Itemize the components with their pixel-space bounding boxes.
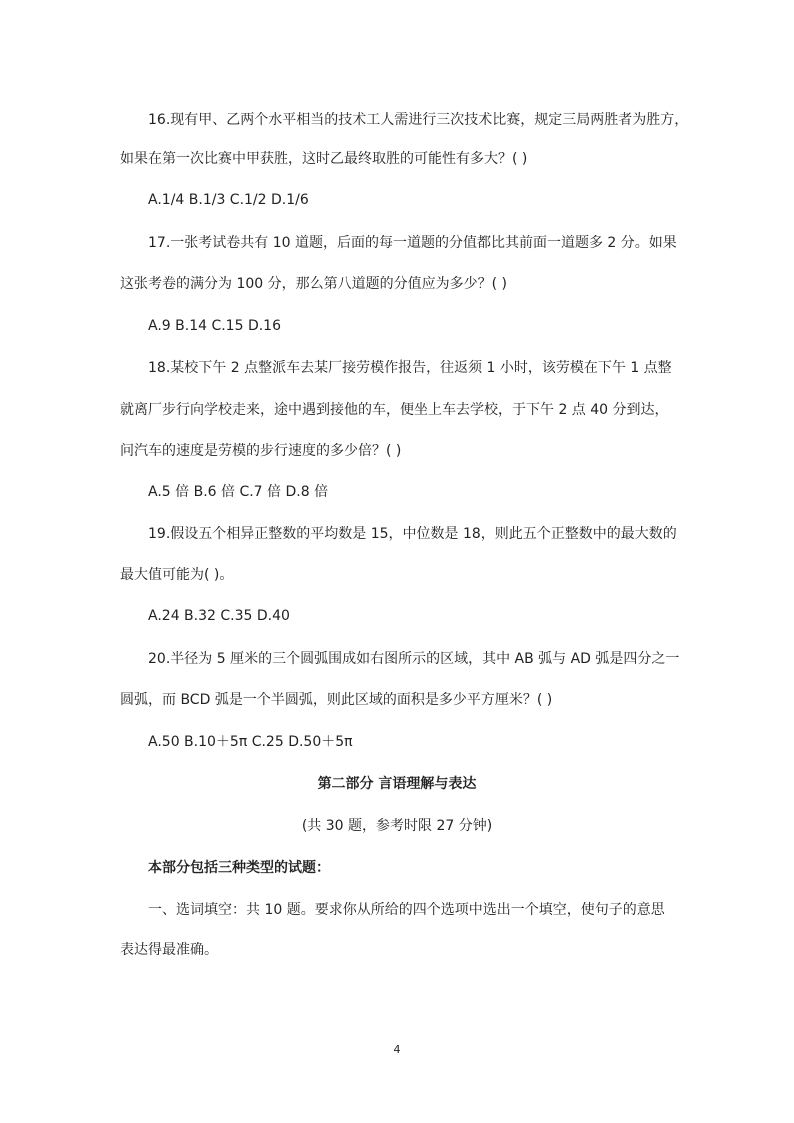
q18-line-3: 问汽车的速度是劳模的步行速度的多少倍？( ) xyxy=(120,443,402,459)
type1-line-1: 一、选词填空：共 10 题。要求你从所给的四个选项中选出一个填空，使句子的意思 xyxy=(148,902,665,918)
q18-options: A.5 倍 B.6 倍 C.7 倍 D.8 倍 xyxy=(148,484,329,500)
q16-line-2: 如果在第一次比赛中甲获胜，这时乙最终取胜的可能性有多大？( ) xyxy=(120,151,528,167)
q17-line-1: 17.一张考试卷共有 10 道题，后面的每一道题的分值都比其前面一道题多 2 分。如果 xyxy=(148,235,677,251)
section-intro: 本部分包括三种类型的试题： xyxy=(148,860,330,876)
q16-options: A.1/4 B.1/3 C.1/2 D.1/6 xyxy=(148,192,309,208)
q19-line-2: 最大值可能为( )。 xyxy=(120,567,234,583)
q20-line-2: 圆弧，而 BCD 弧是一个半圆弧，则此区域的面积是多少平方厘米？( ) xyxy=(120,692,553,708)
q20-options: A.50 B.10＋5π C.25 D.50＋5π xyxy=(148,734,353,750)
q19-options: A.24 B.32 C.35 D.40 xyxy=(148,608,290,624)
section-title: 第二部分 言语理解与表达 xyxy=(317,776,477,792)
page-number: 4 xyxy=(393,1043,401,1056)
q18-line-1: 18.某校下午 2 点整派车去某厂接劳模作报告，往返须 1 小时，该劳模在下午 1 点整 xyxy=(148,360,672,376)
type1-line-2: 表达得最准确。 xyxy=(120,942,218,958)
section-subtitle: (共 30 题，参考时限 27 分钟) xyxy=(301,818,493,834)
q17-line-2: 这张考卷的满分为 100 分，那么第八道题的分值应为多少？( ) xyxy=(120,276,507,292)
q18-line-2: 就离厂步行向学校走来，途中遇到接他的车，便坐上车去学校，于下午 2 点 40 分到达， xyxy=(120,402,669,418)
q20-line-1: 20.半径为 5 厘米的三个圆弧围成如右图所示的区域，其中 AB 弧与 AD 弧是四分之一 xyxy=(148,651,680,667)
q16-line-1: 16.现有甲、乙两个水平相当的技术工人需进行三次技术比赛，规定三局两胜者为胜方， xyxy=(148,112,689,128)
q17-options: A.9 B.14 C.15 D.16 xyxy=(148,318,281,334)
q19-line-1: 19.假设五个相异正整数的平均数是 15，中位数是 18，则此五个正整数中的最大数的 xyxy=(148,526,677,542)
